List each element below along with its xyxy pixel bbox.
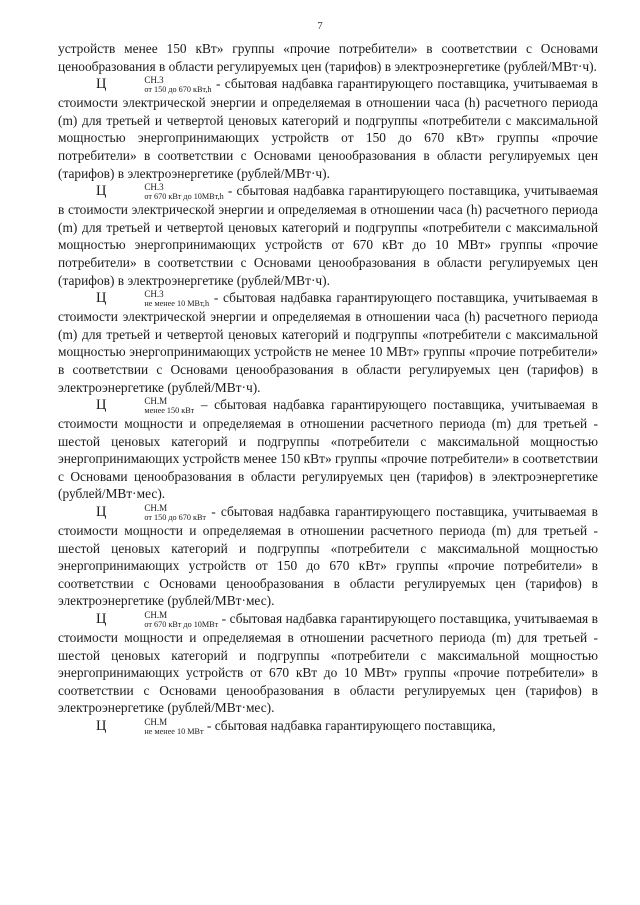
symbol-subscript: менее 150 кВт [144, 406, 195, 416]
definition-paragraph [58, 289, 598, 396]
formula-symbol [96, 289, 210, 309]
paragraph-text: - сбытовая надбавка гарантирующего поставщика, учитываемая в стоимости мощности и определяемая в отношении расчетного периода (m) для третьей - шестой ценовых категорий и подгруппы «потребители с максимальной мощностью энергопринимающих устройств от 150 до 670 кВт» группы «прочие потребители» в соответствии с Основами ценообразования в области регулируемых цен (тарифов) в электроэнергетике (рублей/МВт·мес). [58, 504, 598, 609]
definition-paragraph [58, 182, 598, 289]
symbol-letter: Ц [96, 290, 107, 307]
paragraph-text: – сбытовая надбавка гарантирующего поставщика, учитываемая в стоимости мощности и определяемая в отношении расчетного периода (m) для третьей - шестой ценовых категорий и подгруппы «потребители с максимальной мощностью энергопринимающих устройств менее 150 кВт» группы «прочие потребители» в соответствии с Основами ценообразования в области регулируемых цен (тарифов) в электроэнергетике (рублей/МВт·мес). [58, 397, 598, 502]
formula-symbol [96, 396, 195, 416]
formula-symbol [96, 75, 212, 95]
symbol-indices [106, 397, 194, 415]
definition-paragraph [58, 503, 598, 610]
symbol-indices [106, 611, 218, 629]
symbol-subscript: от 150 до 670 кВт [144, 513, 206, 523]
definition-paragraph [58, 717, 598, 736]
symbol-letter: Ц [96, 397, 107, 414]
symbol-superscript: СН.М [144, 396, 168, 407]
paragraph-text: - сбытовая надбавка гарантирующего поставщика, учитываемая в стоимости мощности и определяемая в отношении расчетного периода (m) для третьей - шестой ценовых категорий и подгруппы «потребители с максимальной мощностью энергопринимающих устройств от 670 кВт до 10 МВт» группы «прочие потребители» в соответствии с Основами ценообразования в области регулируемых цен (тарифов) в электроэнергетике (рублей/МВт·мес). [58, 611, 598, 716]
symbol-letter: Ц [96, 76, 107, 93]
paragraph-text: - сбытовая надбавка гарантирующего поставщика, учитываемая в стоимости электрической энергии и определяемая в отношении часа (h) расчетного периода (m) для третьей и четвертой ценовых категорий и подгруппы «потребители с максимальной мощностью энергопринимающих устройств не менее 10 МВт» группы «прочие потребители» в соответствии с Основами ценообразования в области регулируемых цен (тарифов) в электроэнергетике (рублей/МВт·ч). [58, 290, 598, 395]
symbol-subscript: от 670 кВт до 10МВт [144, 620, 219, 630]
symbol-superscript: СН.М [144, 717, 168, 727]
definition-paragraph [58, 396, 598, 503]
paragraph-text: - сбытовая надбавка гарантирующего поставщика, учитываемая в стоимости электрической энергии и определяемая в отношении часа (h) расчетного периода (m) для третьей и четвертой ценовых категорий и подгруппы «потребители с максимальной мощностью энергопринимающих устройств от 670 кВт до 10 МВт» группы «прочие потребители» в соответствии с Основами ценообразования в области регулируемых цен (тарифов) в электроэнергетике (рублей/МВт·ч). [58, 183, 598, 288]
symbol-subscript: не менее 10 МВт [144, 727, 204, 736]
symbol-letter: Ц [96, 183, 107, 200]
page-number: 7 [317, 20, 323, 32]
formula-symbol [96, 503, 206, 523]
paragraph-text: устройств менее 150 кВт» группы «прочие потребители» в соответствии с Основами ценообразования в области регулируемых цен (тарифов) в электроэнергетике (рублей/МВт·ч). [58, 41, 598, 74]
symbol-superscript: СН.3 [144, 182, 164, 193]
definition-paragraph [58, 610, 598, 717]
symbol-subscript: не менее 10 МВт,h [144, 299, 210, 309]
symbol-indices [106, 718, 203, 736]
symbol-indices [106, 290, 209, 308]
symbol-letter: Ц [96, 611, 107, 628]
symbol-superscript: СН.М [144, 503, 168, 514]
formula-symbol [96, 182, 224, 202]
symbol-indices [106, 504, 206, 522]
formula-symbol [96, 610, 219, 630]
formula-symbol [96, 718, 204, 734]
paragraph-text: - сбытовая надбавка гарантирующего поставщика, [203, 718, 496, 733]
definition-paragraph [58, 75, 598, 182]
paragraph-text: - сбытовая надбавка гарантирующего поставщика, учитываемая в стоимости электрической энергии и определяемая в отношении часа (h) расчетного периода (m) для третьей и четвертой ценовых категорий и подгруппы «потребители с максимальной мощностью энергопринимающих устройств от 150 до 670 кВт» группы «прочие потребители» в соответствии с Основами ценообразования в области регулируемых цен (тарифов) в электроэнергетике (рублей/МВт·ч). [58, 76, 598, 181]
symbol-indices [106, 183, 223, 201]
symbol-subscript: от 670 кВт до 10МВт,h [144, 192, 224, 202]
symbol-superscript: СН.3 [144, 75, 164, 86]
symbol-subscript: от 150 до 670 кВт,h [144, 85, 212, 95]
paragraph-continuation [58, 40, 598, 75]
symbol-indices [106, 76, 211, 94]
symbol-superscript: СН.3 [144, 289, 164, 300]
document-body [58, 40, 598, 736]
symbol-superscript: СН.М [144, 610, 168, 621]
symbol-letter: Ц [96, 718, 107, 734]
symbol-letter: Ц [96, 504, 107, 521]
